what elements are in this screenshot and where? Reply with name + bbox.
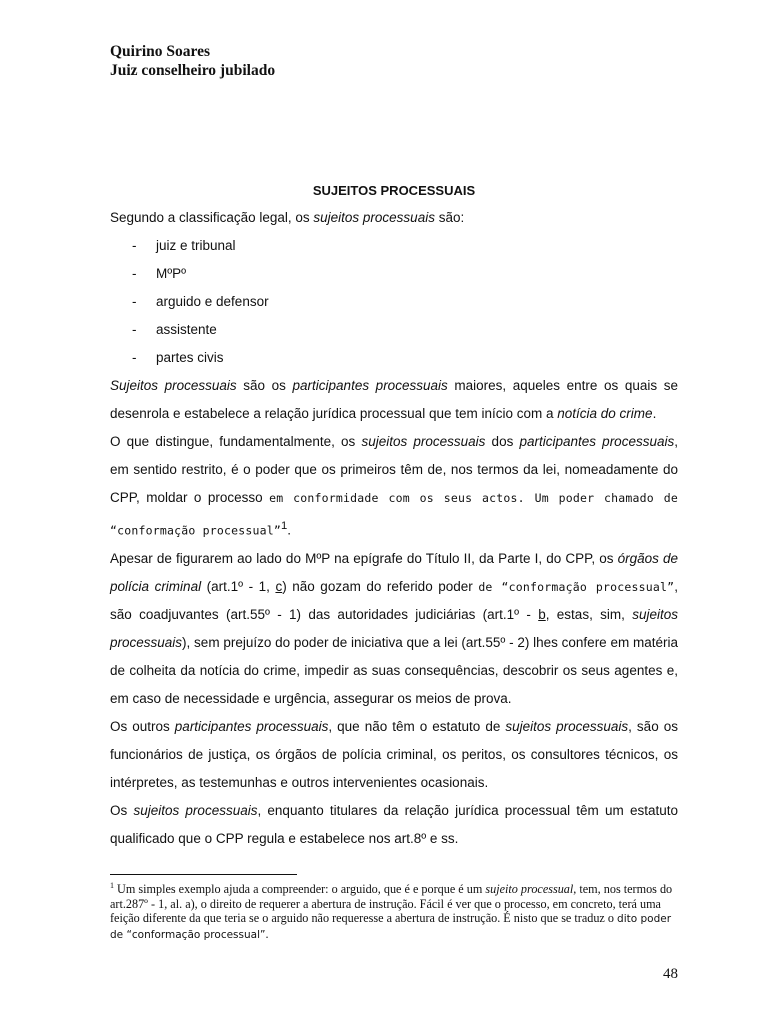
underlined: b — [538, 606, 546, 622]
paragraph-3 — [110, 545, 678, 713]
list-item — [110, 316, 678, 344]
footnote-ref: 1 — [280, 520, 288, 532]
list-bullet: - — [132, 238, 137, 253]
list-bullet: - — [132, 350, 137, 365]
emphasis: Sujeitos processuais — [110, 378, 237, 393]
paragraph-1 — [110, 372, 678, 428]
alt-font-text: dito poder de “conformação processual” — [110, 913, 672, 941]
list-bullet: - — [132, 294, 137, 309]
text: , que não têm o estatuto de — [328, 718, 506, 734]
underlined: c — [275, 578, 283, 594]
list-item — [110, 232, 678, 260]
text: , são os funcionários de justiça, os órgãos de polícia criminal, os peritos, os consultores técnicos, os intérpretes, as testemunhas e outros intervenientes ocasionais. — [110, 718, 678, 790]
text: dos — [485, 434, 520, 449]
text: (art.1º - 1, — [201, 578, 276, 594]
text: ) não gozam do referido poder — [282, 578, 479, 594]
text: , enquanto titulares da relação jurídica processual têm um estatuto qualificado que o CPP regula e estabelece nos art.8º e ss. — [110, 802, 678, 846]
text: são os — [236, 378, 293, 393]
emphasis: sujeitos processuais — [505, 718, 629, 734]
list-item — [110, 344, 678, 372]
text: Os — [110, 802, 134, 818]
list-item — [110, 288, 678, 316]
paragraph-4 — [110, 713, 678, 797]
text: Apesar de figurarem ao lado do MºP na epígrafe do Título II, da Parte I, do CPP, os — [110, 550, 618, 566]
emphasis: órgãos de polícia criminal — [110, 550, 679, 594]
page-number: 48 — [663, 966, 678, 982]
emphasis: sujeitos processuais — [110, 606, 678, 650]
list-item — [110, 260, 678, 288]
list-item-label: arguido e defensor — [156, 294, 269, 309]
text: O que distingue, fundamentalmente, os — [110, 434, 362, 449]
list-item-label: assistente — [156, 322, 217, 337]
text: . — [287, 522, 291, 538]
text: Os outros — [110, 718, 175, 734]
page-header — [110, 42, 275, 80]
emphasis: sujeitos processuais — [361, 434, 486, 449]
author-name: Quirino Soares — [110, 43, 211, 60]
mono-text: em conformidade com os seus actos. Um poder chamado de “conformação processual” — [110, 491, 678, 538]
text: Um simples exemplo ajuda a compreender: o arguido, que é e porque é um — [114, 882, 486, 897]
footnote-number: 1 — [110, 881, 114, 890]
list-item-label: partes civis — [156, 350, 224, 365]
emphasis: participantes processuais — [519, 434, 675, 449]
text: maiores, aqueles entre os quais se desenrola e estabelece a relação jurídica processual que tem início com a — [110, 378, 678, 421]
text: , tem, nos termos do art.287º - 1, al. a), o direito de requerer a abertura de instrução. Fácil é ver que o processo, em concreto, terá uma feição diferente da que teria se o arguido não requeresse a abertura de instrução. É nisto que se traduz o — [110, 882, 673, 926]
paragraph-5 — [110, 797, 678, 853]
text: . — [652, 406, 657, 421]
text: . — [265, 926, 269, 941]
text: , são coadjuvantes (art.55º - 1) das autoridades judiciárias (art.1º - — [110, 578, 678, 622]
footnote-divider — [110, 874, 297, 875]
intro-emphasis: sujeitos processuais — [313, 210, 435, 225]
intro-sentence — [110, 204, 678, 232]
subjects-list — [110, 232, 678, 372]
emphasis: participantes processuais — [292, 378, 448, 393]
emphasis: notícia do crime — [557, 406, 653, 421]
list-item-label: juiz e tribunal — [156, 238, 236, 253]
emphasis: participantes processuais — [174, 718, 329, 734]
text: , em sentido restrito, é o poder que os primeiros têm de, nos termos da lei, nomeadamente do CPP, moldar o processo — [110, 434, 678, 505]
emphasis: sujeitos processuais — [133, 802, 258, 818]
section-title: SUJEITOS PROCESSUAIS — [312, 183, 476, 198]
list-bullet: - — [132, 266, 137, 281]
text: , estas, sim, — [545, 606, 633, 622]
emphasis: sujeito processual — [485, 882, 574, 897]
mono-text: de “conformação processual” — [478, 579, 675, 594]
list-item-label: MºPº — [156, 266, 187, 281]
document-body — [110, 180, 678, 853]
intro-text-end: são: — [434, 210, 465, 225]
footnote — [110, 879, 678, 942]
list-bullet: - — [132, 322, 137, 337]
author-role: Juiz conselheiro jubilado — [110, 62, 276, 79]
text: ), sem prejuízo do poder de iniciativa que a lei (art.55º - 2) lhes confere em matéria de colheita da notícia do crime, impedir as suas consequências, descobrir os seus agentes e, em caso de necessidade e urgência, assegurar os meios de prova. — [110, 634, 678, 706]
paragraph-2 — [110, 428, 678, 545]
intro-text: Segundo a classificação legal, os — [110, 210, 314, 225]
